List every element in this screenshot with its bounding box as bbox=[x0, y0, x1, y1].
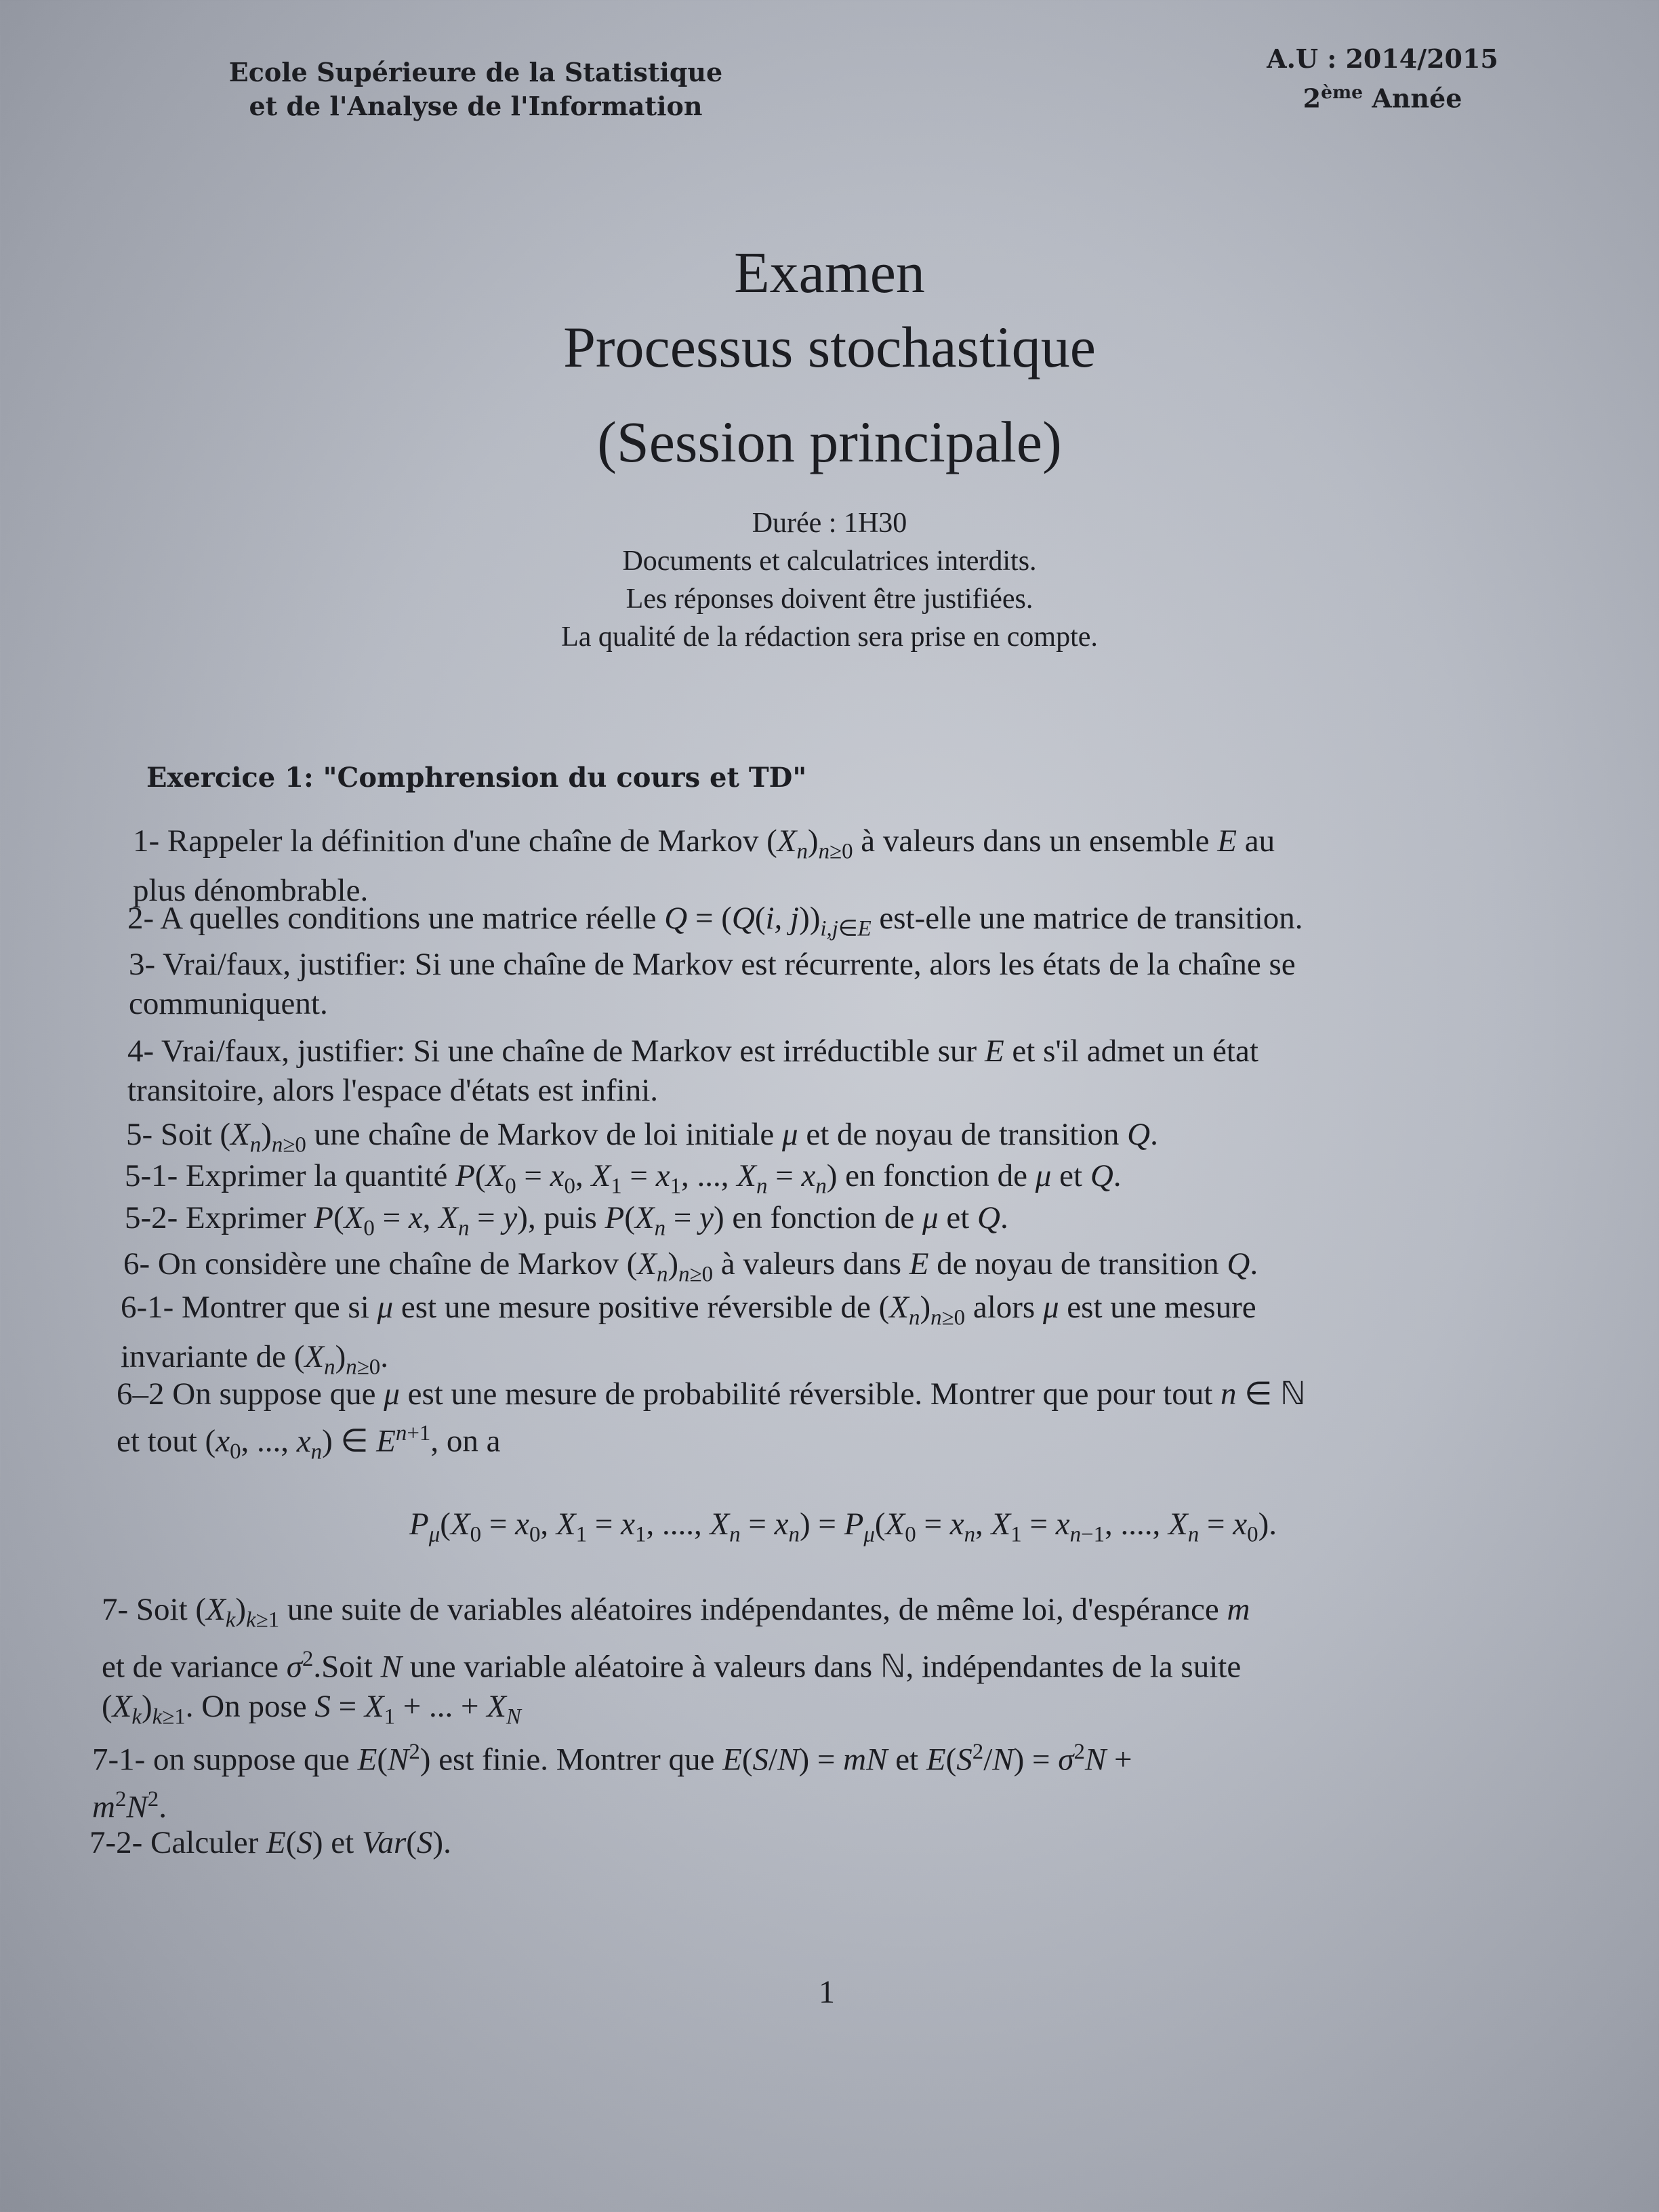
question-6: 6- On considère une chaîne de Markov $(X_n)_{n\ge 0}$ à valeurs dans E de noyau de transition Q. bbox=[123, 1246, 1258, 1287]
academic-year: A.U : 2014/2015 bbox=[1267, 43, 1498, 74]
question-7-1: 7-1- on suppose que $E(N^2)$ est finie. Montrer que E(S/N) = mN et $E(S^2/N) = \sigma^2N$ + $m^2N^2$. bbox=[92, 1740, 1132, 1825]
session-title: (Session principale) bbox=[597, 409, 1062, 474]
school-line-2: et de l'Analyse de l'Information bbox=[249, 91, 703, 121]
reversibility-formula: $P_\mu(X_0 = x_0$, $X_1 = x_1$, ...., $X_n = x_n) = P_\mu(X_0 = x_n$, $X_1 = x_{n-1}$, ...., $X_n = x_0$). bbox=[409, 1507, 1277, 1547]
question-6-1: 6-1- Montrer que si μ est une mesure positive réversible de $(X_n)_{n\ge 0}$ alors μ est une mesure invariante de $(X_n)_{n\ge 0}$. bbox=[121, 1290, 1256, 1380]
question-2: 2- A quelles conditions une matrice réelle Q = (Q(i, $j))_{i,j\in E}$ est-elle une matrice de transition. bbox=[127, 901, 1303, 941]
study-level: 2ème Année bbox=[1303, 82, 1462, 114]
question-7: 7- Soit $(X_k)_{k\ge 1}$ une suite de variables aléatoires indépendantes, de même loi, d'espérance m et de variance $\sigma^2.Soit$ N une variable aléatoire à valeurs dans ℕ, indépendantes de la suite $(X_k)_{k\ge 1}$. On pose $S = X_1$ + ... + $X_N$ bbox=[102, 1592, 1250, 1729]
question-5: 5- Soit $(X_n)_{n\ge 0}$ une chaîne de Markov de loi initiale μ et de noyau de transition Q. bbox=[126, 1117, 1158, 1158]
duration: Durée : 1H30 bbox=[752, 508, 907, 539]
page-number: 1 bbox=[819, 1974, 835, 2010]
question-5-1: 5-1- Exprimer la quantité $P(X_0 = x_0$, $X_1 = x_1$, ..., $X_n = x_n$) en fonction de μ et Q. bbox=[125, 1158, 1122, 1199]
course-title: Processus stochastique bbox=[563, 314, 1096, 380]
question-7-2: 7-2- Calculer E(S) et Var(S). bbox=[89, 1825, 451, 1860]
academic-info bbox=[1240, 42, 1525, 116]
school-line-1: Ecole Supérieure de la Statistique bbox=[228, 57, 723, 87]
question-4: 4- Vrai/faux, justifier: Si une chaîne de Markov est irréductible sur E et s'il admet un état transitoire, alors l'espace d'états est infini. bbox=[127, 1033, 1258, 1108]
school-name bbox=[205, 56, 747, 123]
justify-rule: Les réponses doivent être justifiées. bbox=[626, 583, 1033, 615]
question-1: 1- Rappeler la définition d'une chaîne de Markov $(X_n)_{n\ge 0}$ à valeurs dans un ensemble E au plus dénombrable. bbox=[133, 823, 1275, 909]
question-6-2: 6–2 On suppose que μ est une mesure de probabilité réversible. Montrer que pour tout n ∈ ℕ et tout ($x_0$, ..., $x_n$) ∈ $E^{n+1}$, on a bbox=[117, 1376, 1306, 1465]
quality-rule: La qualité de la rédaction sera prise en compte. bbox=[561, 621, 1098, 653]
question-5-2: 5-2- Exprimer $P(X_0 = x$, $X_n = y$), puis $P(X_n = y)$ en fonction de μ et Q. bbox=[125, 1200, 1008, 1241]
question-3: 3- Vrai/faux, justifier: Si une chaîne de Markov est récurrente, alors les états de la chaîne se communiquent. bbox=[129, 947, 1296, 1021]
exercise-title: Exercice 1: "Comphrension du cours et TD" bbox=[146, 762, 807, 794]
documents-rule: Documents et calculatrices interdits. bbox=[622, 546, 1037, 577]
exam-title: Examen bbox=[734, 240, 925, 305]
